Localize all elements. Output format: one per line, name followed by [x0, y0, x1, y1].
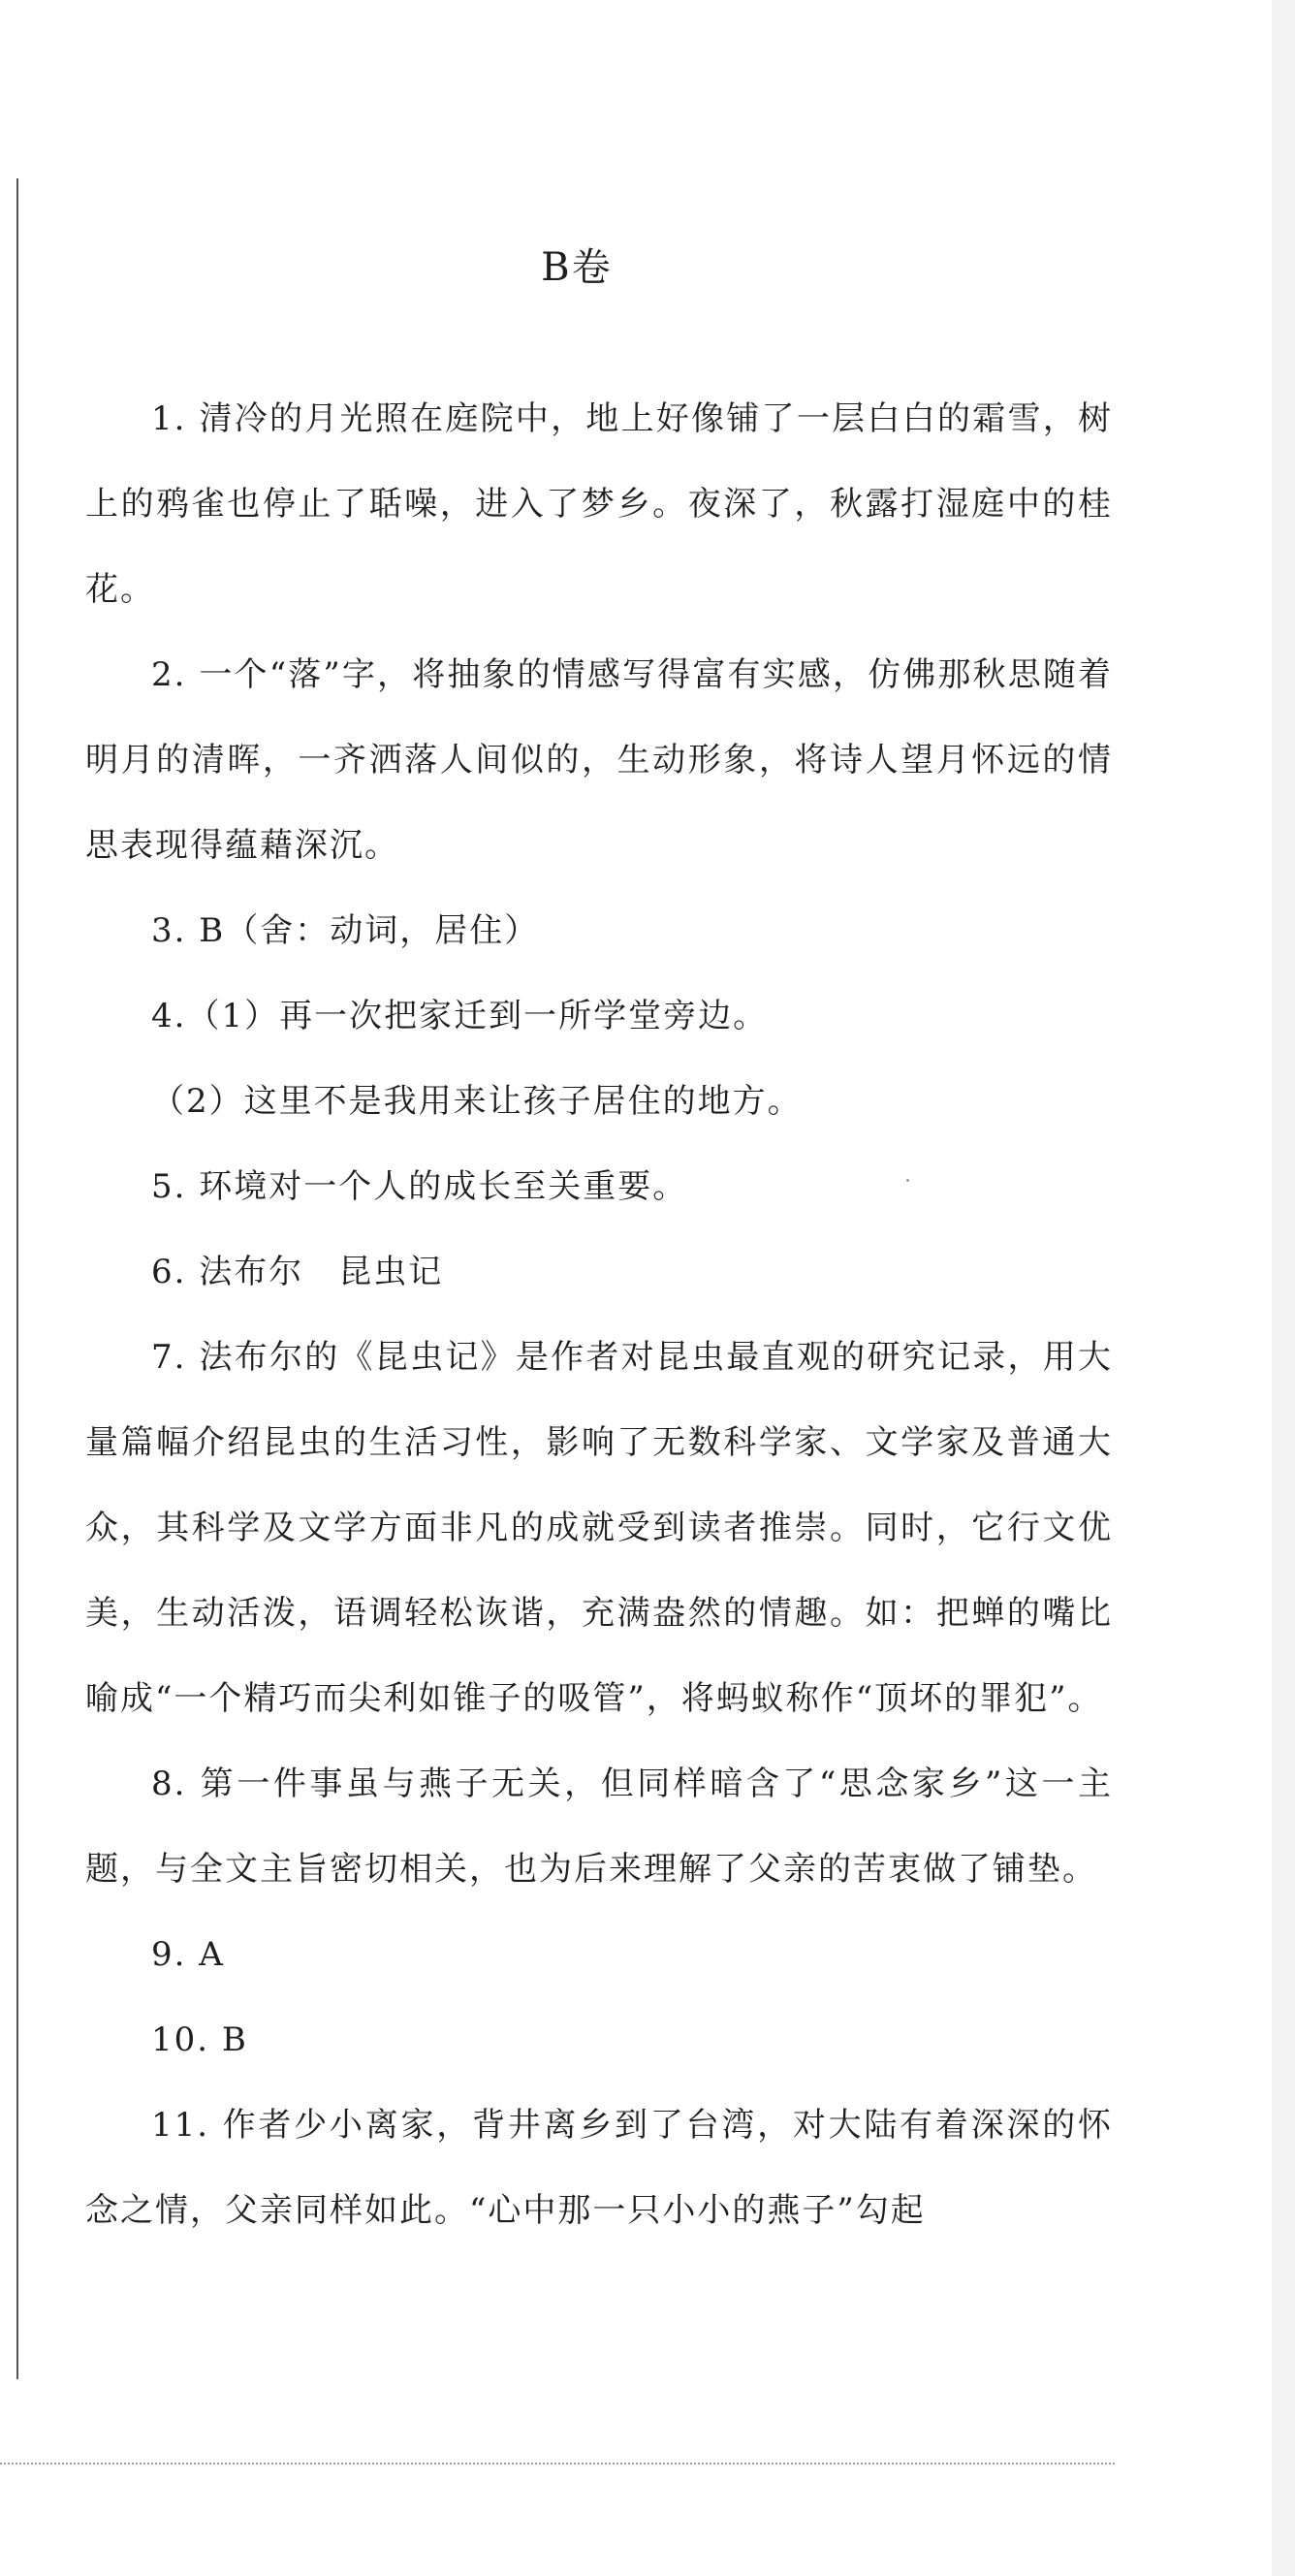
answer-6: 6. 法布尔 昆虫记	[151, 1253, 444, 1291]
scan-speck	[906, 1179, 909, 1182]
answer-3: 3. B（舍：动词，居住）	[151, 911, 540, 950]
answer-1: 1. 清冷的月光照在庭院中，地上好像铺了一层白白的霜雪，树上的鸦雀也停止了聒噪，进入了梦乡。夜深了，秋露打湿庭中的桂花。	[85, 399, 1113, 609]
answer-9: 9. A	[151, 1935, 225, 1974]
answer-4-part-2: （2）这里不是我用来让孩子居住的地方。	[151, 1082, 803, 1121]
answer-7: 7. 法布尔的《昆虫记》是作者对昆虫最直观的研究记录，用大量篇幅介绍昆虫的生活习性，影响了无数科学家、文学家及普通大众，其科学及文学方面非凡的成就受到读者推崇。同时，它行文优美，生动活泼，语调轻松诙谐，充满盎然的情趣。如：把蝉的嘴比喻成“一个精巧而尖利如锥子的吸管”，将蚂蚁称作“顶坏的罪犯”。	[85, 1338, 1113, 1718]
left-margin-rule	[16, 178, 18, 2379]
answer-text-body	[85, 376, 1113, 2253]
answer-10: 10. B	[151, 2020, 248, 2059]
answer-4-part-1: 4.（1）再一次把家迁到一所学堂旁边。	[151, 997, 769, 1035]
section-title: B卷	[541, 245, 613, 290]
page-edge-shadow	[1272, 0, 1295, 2576]
bottom-dotted-rule	[0, 2463, 1115, 2465]
answer-2: 2. 一个“落”字，将抽象的情感写得富有实感，仿佛那秋思随着明月的清晖，一齐洒落人间似的，生动形象，将诗人望月怀远的情思表现得蕴藉深沉。	[85, 655, 1113, 865]
answer-8: 8. 第一件事虽与燕子无关，但同样暗含了“思念家乡”这一主题，与全文主旨密切相关，也为后来理解了父亲的苦衷做了铺垫。	[85, 1765, 1113, 1889]
answer-5: 5. 环境对一个人的成长至关重要。	[151, 1167, 688, 1206]
answer-11: 11. 作者少小离家，背井离乡到了台湾，对大陆有着深深的怀念之情，父亲同样如此。“心中那一只小小的燕子”勾起	[85, 2106, 1113, 2230]
